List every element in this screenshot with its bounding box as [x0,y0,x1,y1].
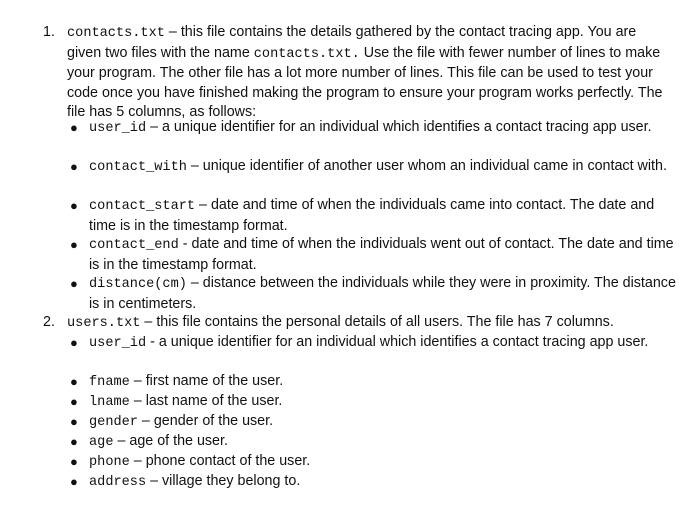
column-name: contact_with [89,160,187,175]
column-item-user-id [70,333,679,354]
list-number: 1. [43,24,55,40]
list-number: 2. [43,314,55,330]
list-item-users-file [43,313,673,334]
column-description: - date and time of when the individuals went out of contact. The date and time is in the timestamp format. [89,236,674,273]
file-name-code: contacts.txt [67,26,165,41]
column-item-distance [70,274,679,314]
column-description: – unique identifier of another user whom an individual came in contact with. [186,158,667,174]
column-name: age [89,435,114,450]
column-description: – village they belong to. [146,473,301,489]
column-name: contact_end [89,238,179,253]
separator: – [164,24,181,40]
bullet-icon: ● [70,237,78,252]
bullet-icon: ● [70,198,78,213]
bullet-icon: ● [70,374,78,389]
inline-code: contacts.txt. [253,46,360,62]
bullet-icon: ● [70,276,78,291]
column-item-contact-end [70,235,679,275]
column-item-user-id [70,118,679,139]
column-description: – age of the user. [113,433,228,449]
separator: – [140,314,157,330]
bullet-icon: ● [70,434,78,449]
bullet-icon: ● [70,414,78,429]
column-description: – gender of the user. [137,413,274,429]
column-name: distance(cm) [89,277,187,292]
column-item-gender [70,412,679,433]
column-description: - a unique identifier for an individual which identifies a contact tracing app user. [146,334,649,350]
column-name: user_id [89,121,147,136]
column-name: lname [89,395,130,410]
column-item-contact-with [70,157,679,178]
column-name: address [89,475,147,490]
file-name-code: users.txt [67,316,141,331]
column-description: – a unique identifier for an individual which identifies a contact tracing app user. [146,119,652,135]
column-description: – first name of the user. [129,373,284,389]
column-description: – last name of the user. [129,393,283,409]
item-description-continued: Use the file with fewer number of lines to make your program. The other file has a lot more number of lines. This file can be used to test your code once you have finished making the program to ensure your program works perfectly. The file has 5 columns, as follows: [67,44,663,120]
list-item-contacts-file [43,23,673,123]
item-description: this file contains the personal details of all users. The file has 7 columns. [156,314,614,330]
column-description: – phone contact of the user. [129,453,311,469]
column-name: gender [89,415,138,430]
column-item-age [70,432,679,453]
column-name: contact_start [89,199,196,214]
column-name: phone [89,455,130,470]
bullet-icon: ● [70,120,78,135]
column-item-address [70,472,679,493]
column-description: – distance between the individuals while they were in proximity. The distance is in centimeters. [89,275,676,312]
column-item-phone [70,452,679,473]
bullet-icon: ● [70,454,78,469]
column-name: fname [89,375,130,390]
bullet-icon: ● [70,335,78,350]
bullet-icon: ● [70,394,78,409]
item-description: this file contains the details gathered by the contact tracing app. You are given two files with the name [67,24,637,61]
bullet-icon: ● [70,474,78,489]
bullet-icon: ● [70,159,78,174]
column-description: – date and time of when the individuals came into contact. The date and time is in the timestamp format. [89,197,655,234]
column-item-lname [70,392,679,413]
column-item-fname [70,372,679,393]
column-item-contact-start [70,196,679,236]
column-name: user_id [89,336,147,351]
